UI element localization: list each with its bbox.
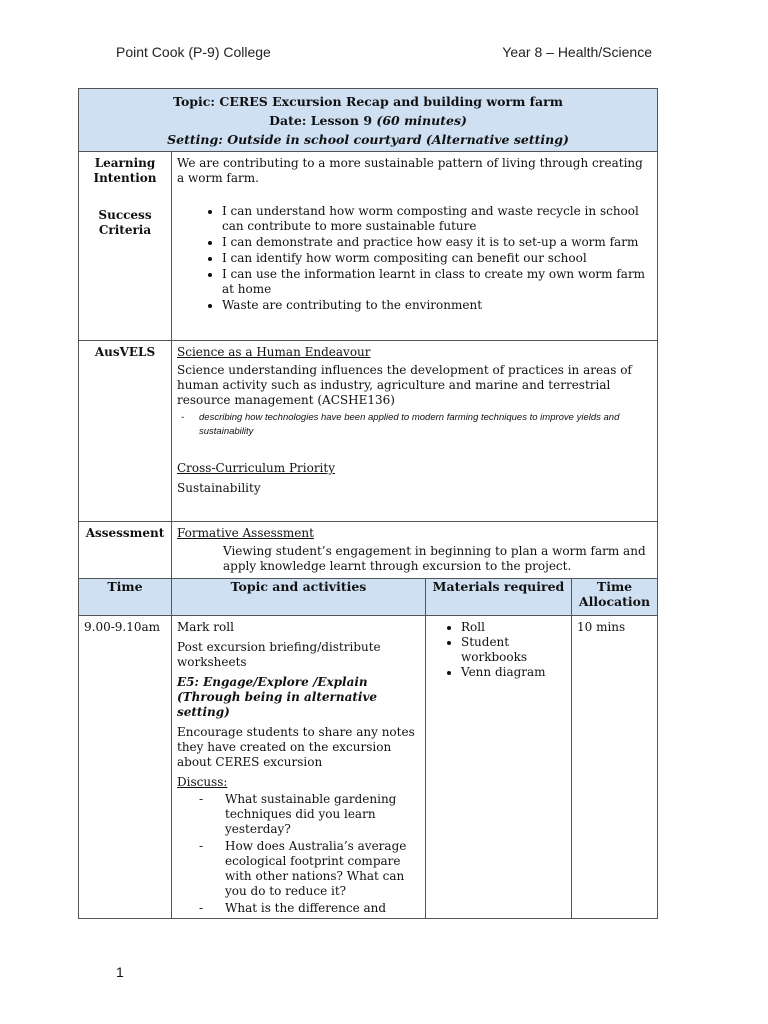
learning-row [79, 152, 658, 341]
success-criteria-label: Success Criteria [98, 208, 152, 237]
ausvels-strand: Science as a Human Endeavour [177, 345, 371, 359]
learning-content [172, 152, 658, 341]
topic-cell [79, 89, 658, 152]
session-allocation: 10 mins [572, 616, 658, 919]
question-item: - What sustainable gardening techniques did you learn yesterday? [199, 792, 397, 836]
elaboration-dash: - [181, 412, 185, 423]
success-criteria-list [177, 204, 652, 313]
criteria-item: • I can understand how worm composting and waste recycle in school can contribute to more sustainable future [222, 204, 652, 234]
assessment-row [79, 522, 658, 579]
topic-title: Topic: CERES Excursion Recap and building worm farm [173, 94, 563, 109]
schedule-header-row [79, 579, 658, 616]
question-item: - How does Australia’s average ecological footprint compare with other nations? What can you do to reduce it? [199, 839, 407, 898]
criteria-item: • I can demonstrate and practice how easy it is to set-up a worm farm [222, 235, 652, 250]
date-prefix: Date: Lesson 9 [269, 113, 377, 128]
discussion-questions [177, 792, 420, 916]
learning-labels [79, 152, 172, 341]
cross-curriculum-value: Sustainability [177, 481, 261, 495]
material-item: • Student workbooks [461, 635, 566, 665]
learning-intention-text: We are contributing to a more sustainable pattern of living through creating a worm farm. [177, 156, 643, 185]
header-subject: Year 8 – Health/Science [502, 44, 652, 60]
topic-row [79, 89, 658, 152]
ausvels-description: Science understanding influences the development of practices in areas of human activity such as industry, agriculture and marine and terrestrial resource management (ACSHE136) [177, 363, 632, 407]
material-item: • Roll [461, 620, 566, 635]
mark-roll: Mark roll [177, 620, 234, 634]
materials-list [431, 620, 566, 680]
encourage-text: Encourage students to share any notes they have created on the excursion about CERES excursion [177, 725, 415, 769]
assessment-content [172, 522, 658, 579]
learning-intention-label: Learning Intention [93, 156, 157, 185]
cross-curriculum-heading: Cross-Curriculum Priority [177, 461, 335, 475]
criteria-item: • Waste are contributing to the environment [222, 298, 652, 313]
ausvels-label: AusVELS [79, 341, 172, 522]
discuss-heading: Discuss: [177, 775, 228, 789]
ausvels-content [172, 341, 658, 522]
col-topic-header: Topic and activities [172, 579, 426, 616]
criteria-item: • I can use the information learnt in class to create my own worm farm at home [222, 267, 652, 297]
ausvels-row [79, 341, 658, 522]
header-school: Point Cook (P-9) College [116, 44, 271, 60]
assessment-label: Assessment [79, 522, 172, 579]
page-number: 1 [116, 964, 124, 980]
lesson-plan-table [78, 88, 658, 919]
session-activities [172, 616, 426, 919]
col-allocation-header: Time Allocation [572, 579, 658, 616]
schedule-row [79, 616, 658, 919]
session-materials [426, 616, 572, 919]
session-time: 9.00-9.10am [79, 616, 172, 919]
elaboration-text: describing how technologies have been applied to modern farming techniques to improve yields and sustainability [199, 412, 620, 437]
question-item: - What is the difference and [199, 901, 387, 915]
topic-setting: Setting: Outside in school courtyard (Alternative setting) [167, 132, 569, 147]
material-item: • Venn diagram [461, 665, 566, 680]
assessment-heading: Formative Assessment [177, 526, 314, 540]
col-time-header: Time [79, 579, 172, 616]
post-excursion-briefing: Post excursion briefing/distribute worksheets [177, 640, 381, 669]
criteria-item: • I can identify how worm compositing can benefit our school [222, 251, 652, 266]
col-materials-header: Materials required [426, 579, 572, 616]
assessment-text: Viewing student’s engagement in beginning to plan a worm farm and apply knowledge learnt through excursion to the project. [223, 544, 646, 573]
ausvels-elaboration [181, 411, 652, 439]
e5-heading: E5: Engage/Explore /Explain (Through being in alternative setting) [177, 675, 378, 719]
date-duration: (60 minutes) [376, 113, 467, 128]
topic-date [83, 111, 653, 130]
